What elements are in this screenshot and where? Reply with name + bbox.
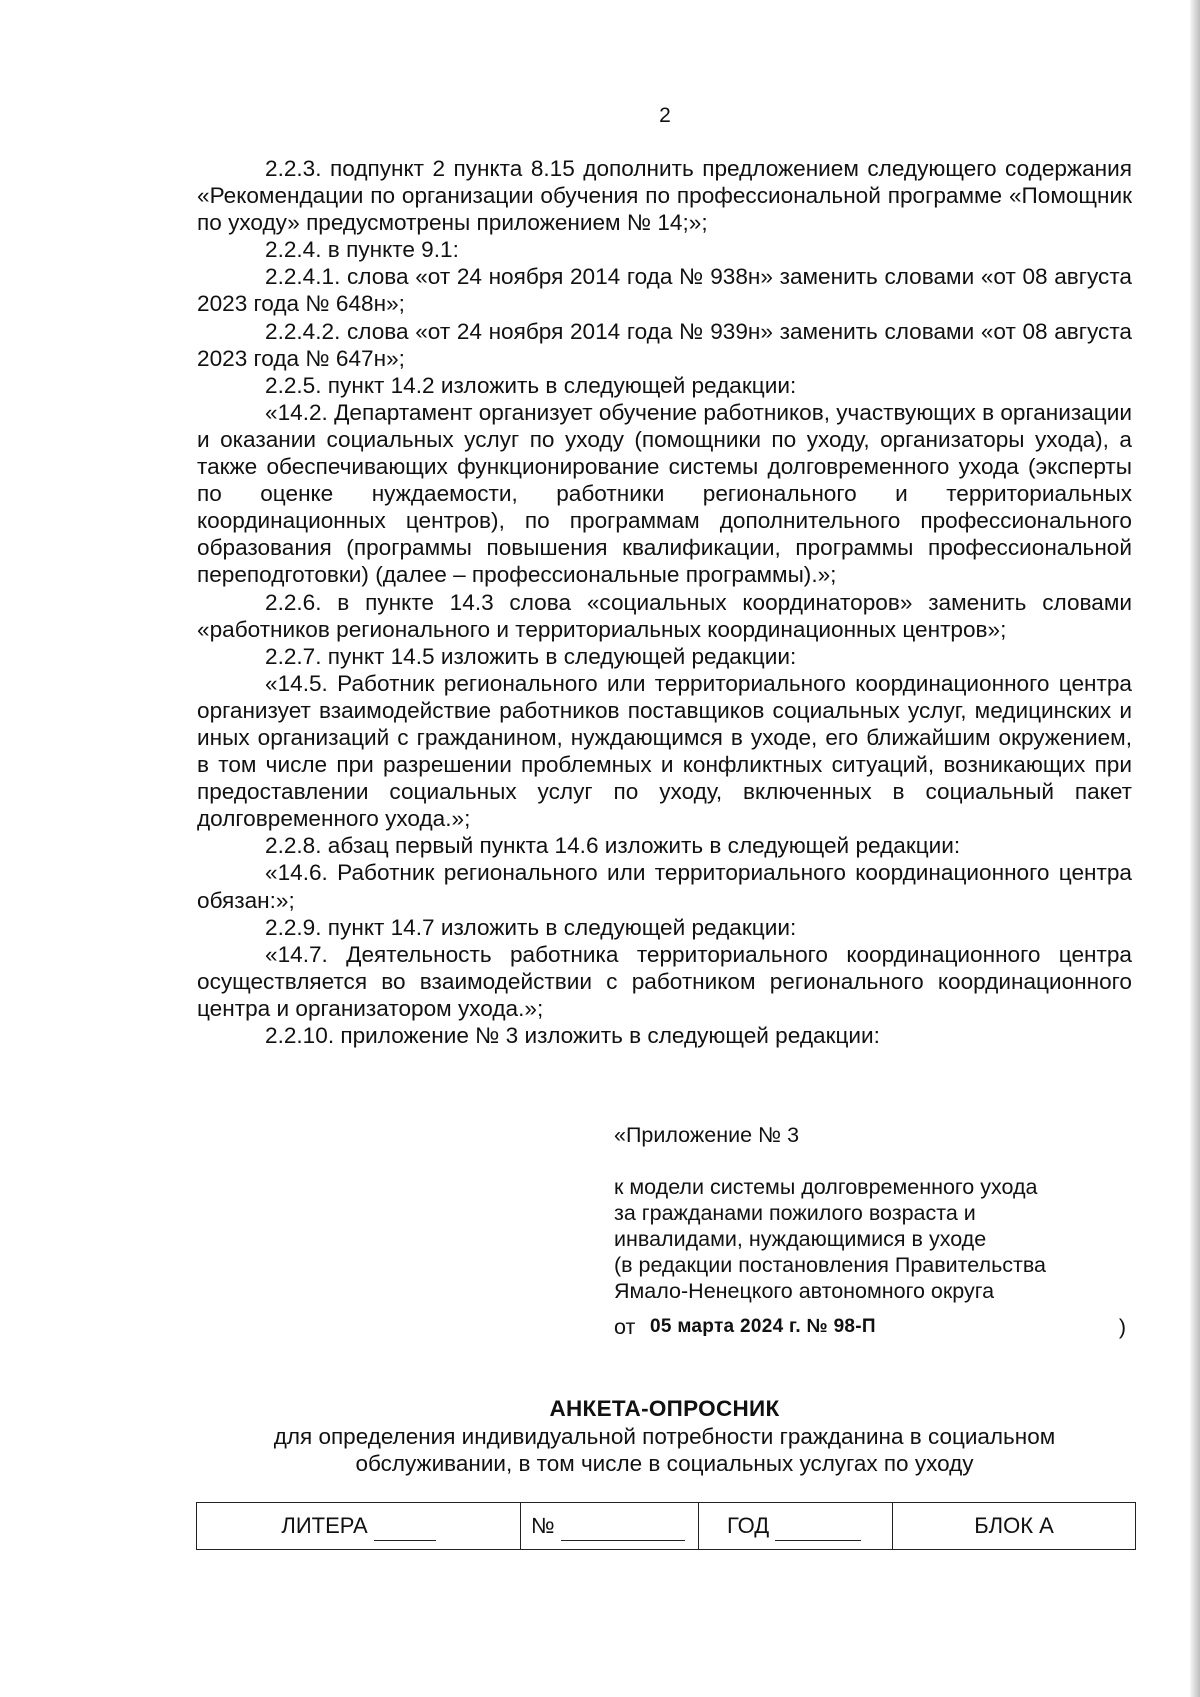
litera-cell — [197, 1503, 521, 1549]
paragraph-2-2-4-1: 2.2.4.1. слова «от 24 ноября 2014 года № 938н» заменить словами «от 08 августа 2023 года № 648н»; — [197, 264, 1132, 317]
document-body — [197, 155, 1132, 1049]
form-title: АНКЕТА-ОПРОСНИК — [549, 1396, 780, 1421]
appendix-line: (в редакции постановления Правительства — [614, 1252, 1047, 1277]
paragraph-14-2: «14.2. Департамент организует обучение работников, участвующих в организации и оказании социальных услуг по уходу (помощники по уходу, организаторы ухода), а также обеспечивающих функционирование системы долговременного ухода (эксперты по оценке нуждаемости, работники регионального и территориальных координационных центров), по программам дополнительного профессионального образования (программы повышения квалификации, программы профессиональной переподготовки) (далее – профессиональные программы).»; — [197, 399, 1132, 588]
paragraph-14-6: «14.6. Работник регионального или территориального координационного центра обязан:»; — [197, 860, 1132, 913]
year-blank-field — [775, 1518, 861, 1541]
number-blank-field — [561, 1518, 685, 1541]
block-cell — [893, 1503, 1135, 1549]
paragraph-2-2-9: 2.2.9. пункт 14.7 изложить в следующей редакции: — [265, 914, 797, 940]
litera-label: ЛИТЕРА — [281, 1513, 368, 1538]
litera-blank-field — [374, 1518, 436, 1541]
paragraph-2-2-10: 2.2.10. приложение № 3 изложить в следующей редакции: — [265, 1023, 880, 1048]
appendix-line: инвалидами, нуждающимися в уходе — [614, 1226, 987, 1251]
paragraph-2-2-4-2: 2.2.4.2. слова «от 24 ноября 2014 года № 939н» заменить словами «от 08 августа 2023 года № 647н»; — [197, 318, 1132, 371]
number-label: № — [531, 1513, 555, 1538]
paragraph-14-7: «14.7. Деятельность работника территориального координационного центра осуществляется во взаимодействии с работником регионального координационного центра и организатором ухода.»; — [197, 941, 1132, 1021]
appendix-line: Ямало-Ненецкого автономного округа — [614, 1278, 995, 1303]
form-subtitle — [197, 1423, 1132, 1477]
year-label: ГОД — [727, 1513, 770, 1538]
form-header-table — [196, 1502, 1136, 1550]
paragraph-2-2-4: 2.2.4. в пункте 9.1: — [265, 237, 459, 263]
appendix-line: за гражданами пожилого возраста и — [614, 1200, 976, 1225]
appendix-date-line — [614, 1315, 1134, 1343]
paragraph-2-2-6: 2.2.6. в пункте 14.3 слова «социальных координаторов» заменить словами «работников регионального и территориальных координационных центров»; — [197, 589, 1132, 642]
date-stamp: 05 марта 2024 г. № 98-П — [650, 1316, 876, 1337]
year-cell — [699, 1503, 893, 1549]
paragraph-2-2-5: 2.2.5. пункт 14.2 изложить в следующей редакции: — [265, 372, 797, 398]
appendix-title: «Приложение № 3 — [614, 1123, 800, 1147]
number-cell — [521, 1503, 699, 1549]
appendix-line: к модели системы долговременного ухода — [614, 1175, 1038, 1199]
page-edge-shadow — [1190, 0, 1200, 1697]
block-label: БЛОК А — [974, 1513, 1054, 1538]
form-subtitle-line: для определения индивидуальной потребности гражданина в социальном — [273, 1424, 1056, 1449]
page-number: 2 — [659, 104, 671, 127]
paragraph-14-5: «14.5. Работник регионального или территориального координационного центра организует взаимодействие работников поставщиков социальных услуг, медицинских и иных организаций с гражданином, нуждающимся в уходе, его ближайшим окружением, в том числе при разрешении проблемных и конфликтных ситуаций, возникающих при предоставлении социальных услуг по уходу, включенных в социальный пакет долговременного ухода.»; — [197, 670, 1132, 832]
date-prefix: от — [614, 1315, 636, 1339]
paragraph-2-2-8: 2.2.8. абзац первый пункта 14.6 изложить в следующей редакции: — [265, 833, 961, 859]
appendix-caption — [614, 1175, 1134, 1305]
form-subtitle-line: обслуживании, в том числе в социальных услугах по уходу — [355, 1451, 974, 1476]
paragraph-2-2-3: 2.2.3. подпункт 2 пункта 8.15 дополнить предложением следующего содержания «Рекомендации по организации обучения по профессиональной программе «Помощник по уходу» предусмотрены приложением № 14;»; — [197, 156, 1132, 236]
date-close-paren: ) — [1118, 1315, 1126, 1339]
paragraph-2-2-7: 2.2.7. пункт 14.5 изложить в следующей редакции: — [265, 643, 797, 669]
